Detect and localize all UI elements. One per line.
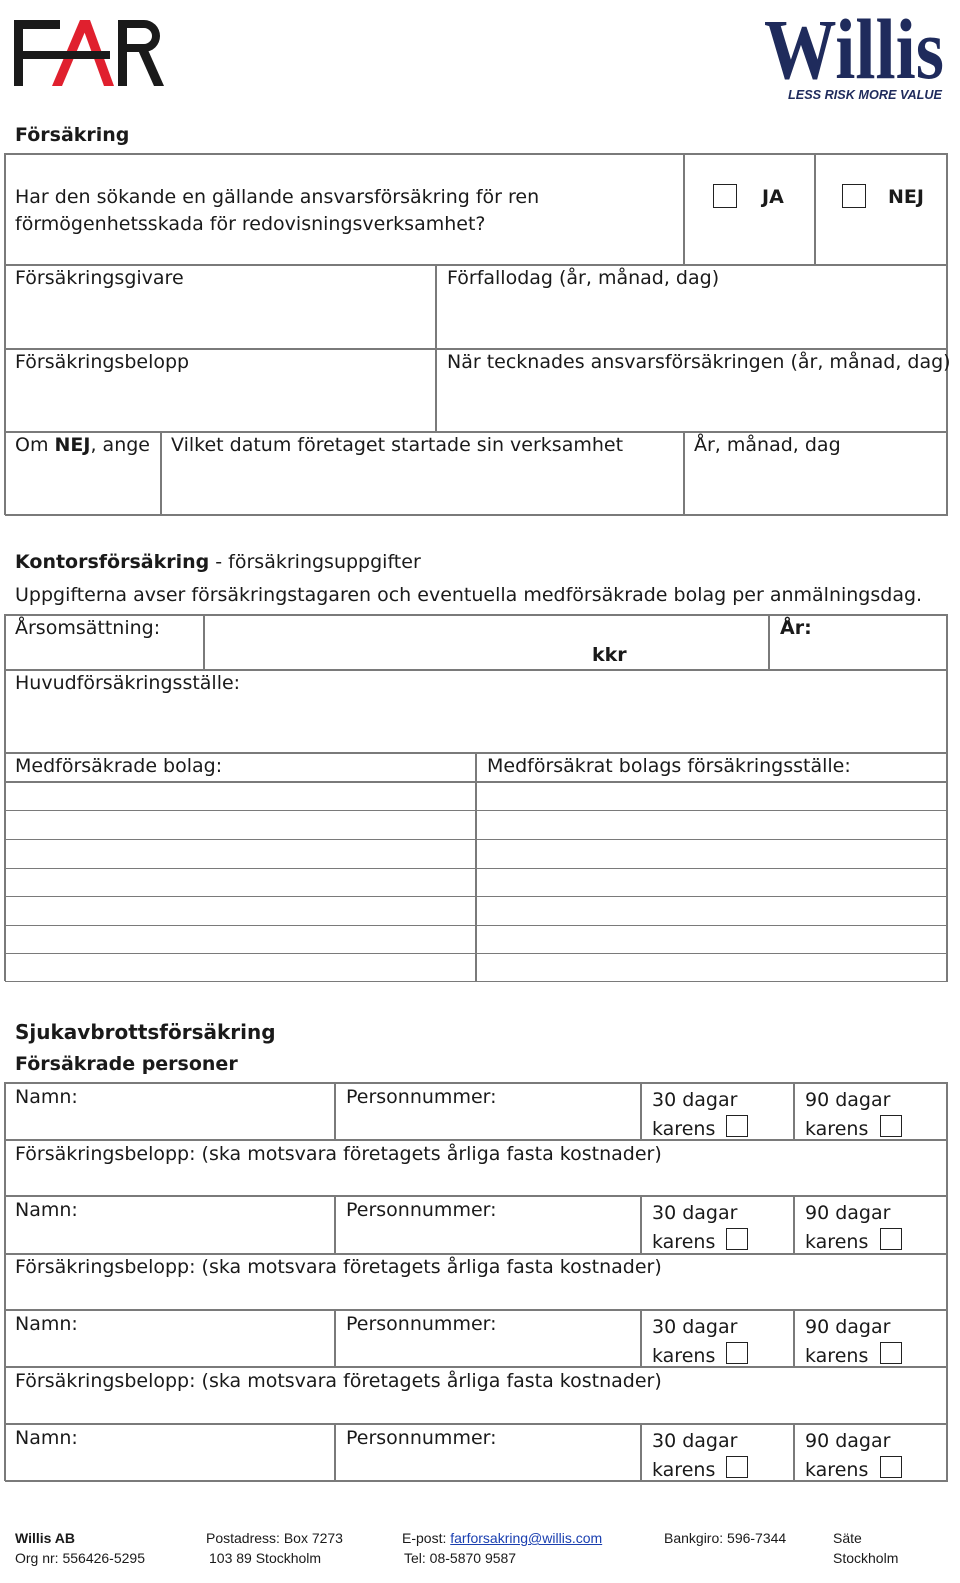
d30-line1: 30 dagar <box>652 1202 738 1224</box>
year-label: År: <box>780 617 812 639</box>
person-1-90-checkbox[interactable] <box>880 1115 902 1137</box>
person-4-30-label <box>652 1427 737 1485</box>
d90-line1: 90 dagar <box>805 1430 891 1452</box>
co-insured-row[interactable] <box>5 952 948 982</box>
d90-line2: karens <box>805 1459 869 1481</box>
d30-line1: 30 dagar <box>652 1430 738 1452</box>
d30-line2: karens <box>652 1459 716 1481</box>
office-heading-bold: Kontorsförsäkring <box>15 551 210 573</box>
footer-email <box>402 1530 602 1546</box>
footer-bankgiro: Bankgiro: 596-7344 <box>664 1530 787 1546</box>
d90-line1: 90 dagar <box>805 1202 891 1224</box>
person-2-30-checkbox[interactable] <box>726 1228 748 1250</box>
person-1-amount[interactable]: Försäkringsbelopp: (ska motsvara företagets årliga fasta kostnader) <box>15 1143 662 1165</box>
footer-org: Org nr: 556426-5295 <box>15 1550 145 1566</box>
person-2-pnr[interactable]: Personnummer: <box>346 1199 497 1221</box>
person-4-90-checkbox[interactable] <box>880 1456 902 1478</box>
footer-seat1: Säte <box>833 1530 862 1546</box>
person-3-amount[interactable]: Försäkringsbelopp: (ska motsvara företagets årliga fasta kostnader) <box>15 1370 662 1392</box>
footer-email-link[interactable]: farforsakring@willis.com <box>450 1530 603 1546</box>
person-3-name[interactable]: Namn: <box>15 1313 78 1335</box>
if-no-bold: NEJ <box>54 434 91 456</box>
person-4-name[interactable]: Namn: <box>15 1427 78 1449</box>
svg-text:LESS RISK MORE VALUE: LESS RISK MORE VALUE <box>788 88 943 102</box>
no-label: NEJ <box>888 186 924 208</box>
person-2-30-label <box>652 1199 737 1257</box>
if-no-suffix: , ange <box>90 434 150 456</box>
d30-line2: karens <box>652 1118 716 1140</box>
insurance-question <box>15 184 539 238</box>
willis-logo <box>764 6 946 102</box>
person-4-pnr[interactable]: Personnummer: <box>346 1427 497 1449</box>
person-3-30-label <box>652 1313 737 1371</box>
person-1-90-label <box>805 1086 890 1144</box>
d90-line2: karens <box>805 1345 869 1367</box>
person-2-90-label <box>805 1199 890 1257</box>
yes-checkbox[interactable] <box>713 184 737 208</box>
footer-seat2: Stockholm <box>833 1550 899 1566</box>
question-line-2: förmögenhetsskada för redovisningsverksamhet? <box>15 213 486 235</box>
d90-line2: karens <box>805 1118 869 1140</box>
d90-line2: karens <box>805 1231 869 1253</box>
footer-post1: Postadress: Box 7273 <box>206 1530 343 1546</box>
person-1-name[interactable]: Namn: <box>15 1086 78 1108</box>
insurer-field[interactable]: Försäkringsgivare <box>15 267 184 289</box>
office-heading-rest: - försäkringsuppgifter <box>209 551 421 573</box>
footer-email-label: E-post: <box>402 1530 451 1546</box>
footer-tel: Tel: 08-5870 9587 <box>404 1550 517 1566</box>
person-1-30-label <box>652 1086 737 1144</box>
turnover-label: Årsomsättning: <box>15 617 161 639</box>
person-3-30-checkbox[interactable] <box>726 1342 748 1364</box>
person-4-30-checkbox[interactable] <box>726 1456 748 1478</box>
co-insured-row[interactable] <box>5 924 948 954</box>
main-location-field[interactable]: Huvudförsäkringsställe: <box>15 672 241 694</box>
far-logo <box>14 18 164 88</box>
amount-field[interactable]: Försäkringsbelopp <box>15 351 190 373</box>
person-3-90-label <box>805 1313 890 1371</box>
d30-line1: 30 dagar <box>652 1089 738 1111</box>
co-insured-row[interactable] <box>5 896 948 926</box>
insurance-heading: Försäkring <box>15 124 130 146</box>
question-line-1: Har den sökande en gällande ansvarsförsäkring för ren <box>15 186 540 208</box>
co-insured-row[interactable] <box>5 839 948 869</box>
turnover-input[interactable] <box>205 616 767 668</box>
office-heading <box>15 551 421 573</box>
svg-text:Willis: Willis <box>764 6 944 97</box>
kkr-label: kkr <box>592 644 627 666</box>
person-4-90-label <box>805 1427 890 1485</box>
co-insured-row[interactable] <box>5 867 948 897</box>
co-insured-row[interactable] <box>5 781 948 811</box>
person-2-amount[interactable]: Försäkringsbelopp: (ska motsvara företagets årliga fasta kostnader) <box>15 1256 662 1278</box>
person-3-90-checkbox[interactable] <box>880 1342 902 1364</box>
d30-line1: 30 dagar <box>652 1316 738 1338</box>
d30-line2: karens <box>652 1231 716 1253</box>
co-insured-label: Medförsäkrade bolag: <box>15 755 223 777</box>
person-3-pnr[interactable]: Personnummer: <box>346 1313 497 1335</box>
person-2-90-checkbox[interactable] <box>880 1228 902 1250</box>
footer-company: Willis AB <box>15 1530 76 1546</box>
co-insured-location-label: Medförsäkrat bolags försäkringsställe: <box>487 755 851 777</box>
no-checkbox[interactable] <box>842 184 866 208</box>
due-date-field[interactable]: Förfallodag (år, månad, dag) <box>447 267 720 289</box>
person-1-pnr[interactable]: Personnummer: <box>346 1086 497 1108</box>
person-2-name[interactable]: Namn: <box>15 1199 78 1221</box>
signed-date-field[interactable]: När tecknades ansvarsförsäkringen (år, månad, dag) <box>447 351 951 373</box>
if-no-prefix: Om <box>15 434 55 456</box>
start-date-field[interactable]: Vilket datum företaget startade sin verksamhet <box>171 434 624 456</box>
d30-line2: karens <box>652 1345 716 1367</box>
sick-subheading: Försäkrade personer <box>15 1053 238 1075</box>
person-1-30-checkbox[interactable] <box>726 1115 748 1137</box>
co-insured-row[interactable] <box>5 810 948 840</box>
footer-post2: 103 89 Stockholm <box>209 1550 322 1566</box>
yes-label: JA <box>762 186 784 208</box>
d90-line1: 90 dagar <box>805 1089 891 1111</box>
office-note: Uppgifterna avser försäkringstagaren och eventuella medförsäkrade bolag per anmälningsdag. <box>15 584 923 606</box>
d90-line1: 90 dagar <box>805 1316 891 1338</box>
if-no-label <box>15 434 150 456</box>
sick-heading: Sjukavbrottsförsäkring <box>15 1020 276 1044</box>
ymd-field[interactable]: År, månad, dag <box>694 434 841 456</box>
